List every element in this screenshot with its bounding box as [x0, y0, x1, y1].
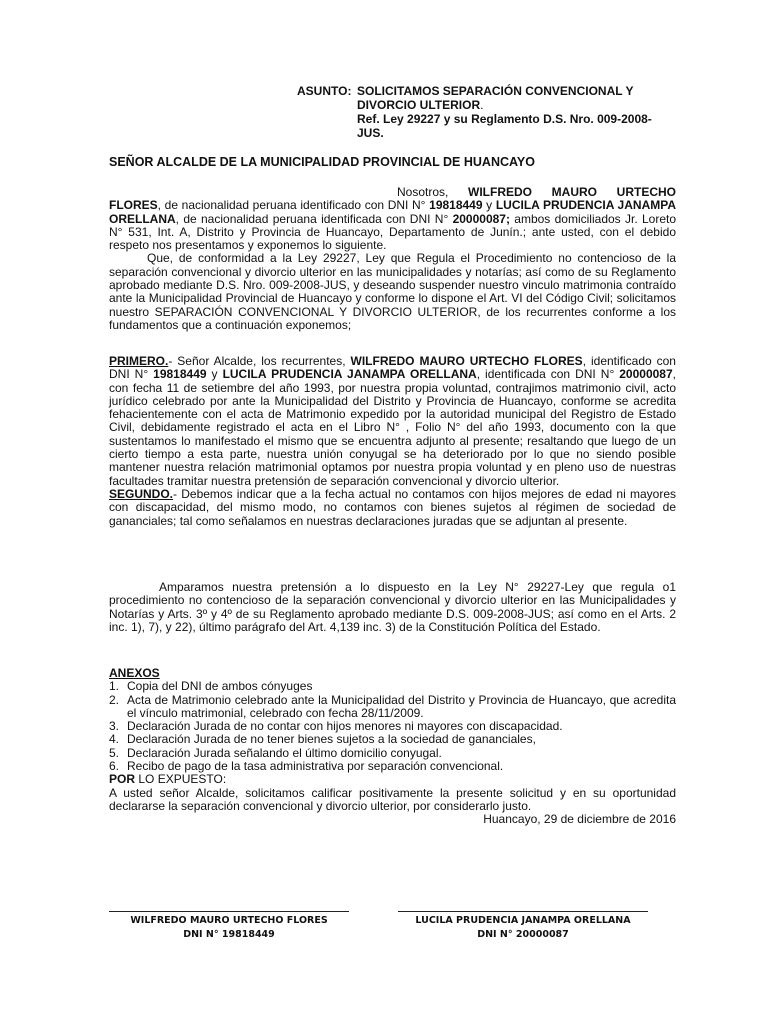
- applicant-1-dni: 19818449: [429, 198, 483, 213]
- intro-text-e: ambos domiciliados Jr. Loreto N° 531, Int. A, Distrito y Provincia de Huancayo, Departamento de Junín.; ante usted, con el debido respeto nos presentamos y exponemos lo siguiente.: [109, 211, 677, 253]
- subject-line-2: DIVORCIO ULTERIOR: [357, 98, 481, 112]
- primero-applicant-2-dni: 20000087: [619, 367, 673, 382]
- list-item-text: Declaración Jurada de no tener bienes sujetos a la sociedad de gananciales,: [127, 732, 536, 747]
- list-item-number: 3.: [109, 719, 120, 734]
- closing-por: POR: [109, 772, 136, 787]
- list-item: [109, 694, 676, 721]
- primero-applicant-2-name: LUCILA PRUDENCIA JANAMPA ORELLANA: [222, 367, 477, 382]
- subject-reference-2: JUS.: [357, 126, 384, 140]
- signature-name: LUCILA PRUDENCIA JANAMPA ORELLANA: [415, 915, 631, 926]
- signature-line: [109, 911, 349, 912]
- list-item-text: Acta de Matrimonio celebrado ante la Municipalidad del Distrito y Provincia de Huancayo, que acredita el vínculo matrimonial, celebrado con fecha 28/11/2009.: [127, 692, 676, 720]
- list-item: [109, 720, 676, 733]
- applicant-2-name: LUCILA PRUDENCIA JANAMPA ORELLANA: [109, 198, 677, 226]
- legal-basis-paragraph: Amparamos nuestra pretensión a lo dispuesto en la Ley N° 29227-Ley que regula o1 procedimiento no contencioso de la separación convencional y divorcio ulterior en las Municipalidades y Notarías y Arts. 3º y 4º de su Reglamento aprobado mediante D.S. 009-2008-JUS; así como en el Arts. 2 inc. 1), 7), y 22), último parágrafo del Art. 4,139 inc. 3) de la Constitución Política del Estado.: [109, 580, 676, 634]
- list-item-number: 5.: [109, 745, 120, 760]
- date-place: Huancayo, 29 de diciembre de 2016: [483, 812, 676, 827]
- list-item-text: Declaración Jurada de no contar con hijos menores ni mayores con discapacidad.: [127, 719, 563, 734]
- list-item-number: 4.: [109, 732, 120, 747]
- annexes-title: ANEXOS: [109, 666, 160, 680]
- primero-text-c: y: [206, 367, 223, 382]
- primero-label: PRIMERO.: [109, 354, 169, 368]
- intro-text-d: , de nacionalidad peruana identificada con DNI N°: [175, 211, 453, 226]
- primero-text-d: , identificada con DNI N°: [476, 367, 620, 382]
- primero-text-b: , identificado con DNI N°: [109, 354, 676, 382]
- conformity-paragraph: Que, de conformidad a la Ley 29227, Ley que Regula el Procedimiento no contencioso de la separación convencional y divorcio ulterior en las municipalidades y notarías; así como de su Reglamento aprobado mediante D.S. Nro. 009-2008-JUS, y deseando suspender nuestro vinculo matrimonia contraído ante la Municipalidad Provincial de Huancayo y conforme lo dispone el Art. VI del Código Civil; solicitamos nuestro SEPARACIÓN CONVENCIONAL Y DIVORCIO ULTERIOR, de los recurrentes conforme a los fundamentos que a continuación exponemos;: [109, 251, 676, 332]
- intro-text-c: y: [482, 198, 496, 213]
- primero-applicant-1-name: WILFREDO MAURO URTECHO FLORES: [350, 354, 583, 368]
- primero-text-e: , con fecha 11 de setiembre del año 1993, por nuestra propia voluntad, contrajimos matrimonio civil, acto jurídico celebrado por ante la Municipalidad del Distrito y Provincia de Huancayo, conforme se acredita fehacientemente con el acta de Matrimonio expedido por la autoridad municipal del Registro de Estado Civil, debidamente registrado el acta en el Libro N° , Folio N° del año 1993, documento con la que sustentamos lo manifestado el mismo que se encuentra adjunto al presente; resaltando que luego de un cierto tiempo a esta parte, nuestra unión conyugal se ha deteriorado por lo que no siendo posible mantener nuestra relación matrimonial optamos por nuestra propia voluntad y en pleno uso de nuestras facultades tramitar nuestra pretensión de separación convencional y divorcio ulterior.: [109, 367, 676, 488]
- subject-label: ASUNTO:: [297, 84, 352, 98]
- intro-text-a: Nosotros,: [397, 185, 469, 199]
- signature-line: [398, 911, 648, 912]
- list-item-text: Declaración Jurada señalando el último domicilio conyugal.: [127, 745, 442, 760]
- list-item-number: 2.: [109, 692, 120, 707]
- closing-heading: [109, 773, 676, 786]
- intro-section: [109, 186, 676, 332]
- primero-text-a: - Señor Alcalde, los recurrentes,: [168, 354, 351, 368]
- intro-text-b: , de nacionalidad peruana identificado con DNI N°: [157, 198, 430, 213]
- list-item: [109, 680, 676, 693]
- list-item-number: 6.: [109, 759, 120, 774]
- applicant-1-name: WILFREDO MAURO URTECHO FLORES: [109, 185, 676, 213]
- list-item-text: Recibo de pago de la tasa administrativa por separación convencional.: [127, 759, 504, 774]
- signature-dni: DNI N° 19818449: [183, 929, 275, 940]
- segundo-label: SEGUNDO.: [109, 486, 174, 501]
- applicant-2-dni: 20000087;: [452, 211, 510, 226]
- subject-line-2-end: .: [480, 98, 484, 112]
- primero-section: [109, 355, 676, 528]
- annexes-list: [109, 680, 676, 773]
- list-item: [109, 747, 676, 760]
- intro-paragraph: [109, 186, 676, 252]
- signature-dni: DNI N° 20000087: [477, 929, 569, 940]
- signature-name: WILFREDO MAURO URTECHO FLORES: [130, 915, 328, 926]
- legal-basis-section: [109, 581, 676, 634]
- list-item-text: Copia del DNI de ambos cónyuges: [127, 679, 313, 694]
- signature-block-2: [398, 911, 648, 942]
- segundo-paragraph: [109, 488, 676, 528]
- list-item: [109, 760, 676, 773]
- primero-applicant-1-dni: 19818449: [153, 367, 207, 382]
- segundo-text: - Debemos indicar que a la fecha actual no contamos con hijos mejores de edad ni mayores con discapacidad, del mismo modo, no contamos con bienes sujetos al régimen de sociedad de gananciales; tal como señalamos en nuestras declaraciones juradas que se adjuntan al presente.: [109, 486, 676, 528]
- list-item: [109, 733, 676, 746]
- annexes-section: [109, 667, 676, 827]
- signature-block-1: [109, 911, 349, 942]
- subject-line-1: SOLICITAMOS SEPARACIÓN CONVENCIONAL Y: [357, 84, 634, 98]
- list-item-number: 1.: [109, 679, 120, 694]
- addressee: SEÑOR ALCALDE DE LA MUNICIPALIDAD PROVINCIAL DE HUANCAYO: [109, 155, 535, 169]
- subject-reference: Ref. Ley 29227 y su Reglamento D.S. Nro. 009-2008-: [357, 112, 652, 126]
- closing-paragraph: A usted señor Alcalde, solicitamos calificar positivamente la presente solicitud y en su oportunidad declararse la separación convencional y divorcio ulterior, por considerarlo justo.: [109, 785, 676, 813]
- closing-expuesto: LO EXPUESTO:: [135, 772, 227, 787]
- primero-paragraph: [109, 355, 676, 488]
- subject-block: [297, 84, 677, 140]
